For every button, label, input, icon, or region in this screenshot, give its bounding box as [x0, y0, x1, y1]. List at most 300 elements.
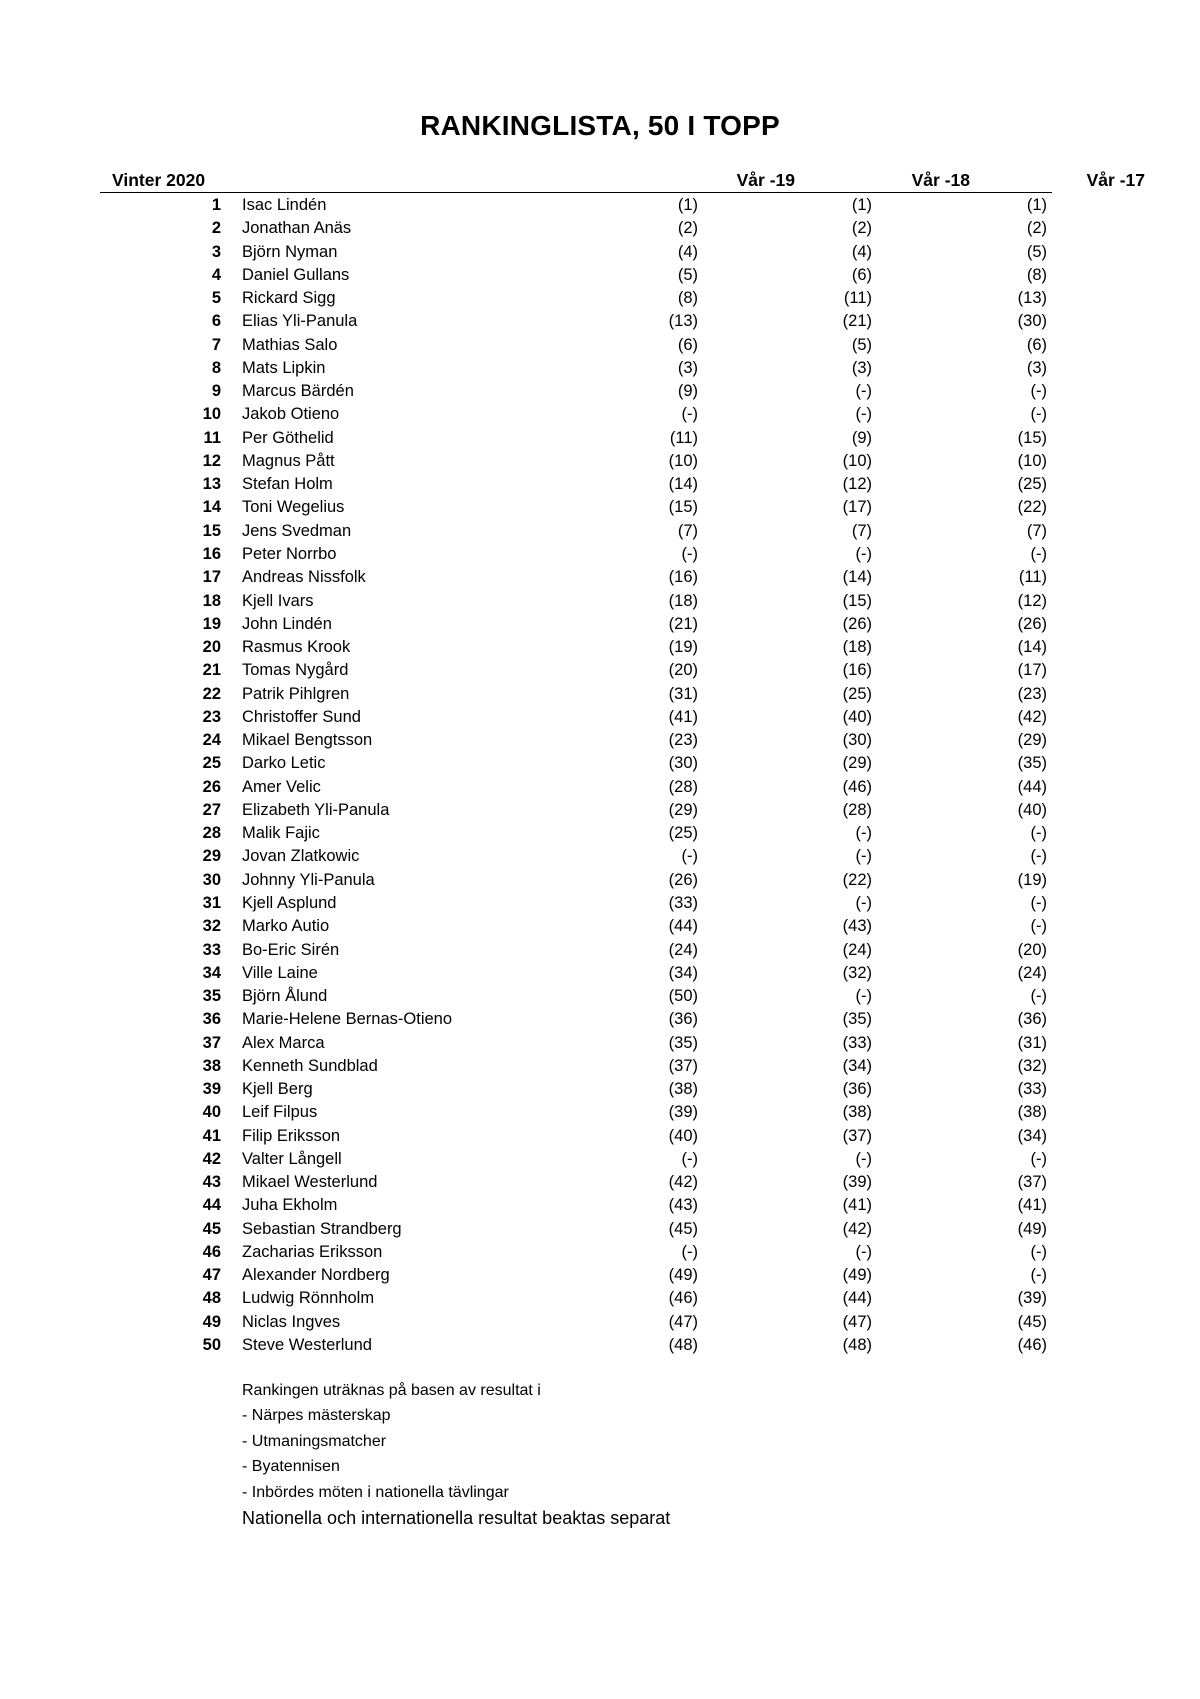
- rank-var-18: (18): [842, 638, 872, 657]
- rank-var-17: (19): [1017, 870, 1047, 889]
- rank-var-19: (23): [668, 731, 698, 750]
- player-name: Johnny Yli-Panula: [242, 870, 375, 889]
- rank-cell: 26: [202, 777, 221, 796]
- table-row: [0, 683, 1200, 706]
- rank-var-18: (44): [842, 1289, 872, 1308]
- table-row: [0, 1311, 1200, 1334]
- rank-var-18: (35): [842, 1010, 872, 1029]
- rank-var-18: (25): [842, 684, 872, 703]
- rank-var-19: (3): [677, 358, 698, 377]
- table-row: [0, 427, 1200, 450]
- table-row: [0, 590, 1200, 613]
- rank-cell: 8: [211, 358, 221, 377]
- rank-var-17: (-): [1030, 1242, 1047, 1261]
- note-line: - Inbördes möten i nationella tävlingar: [242, 1483, 509, 1501]
- rank-var-17: (40): [1017, 800, 1047, 819]
- rank-var-18: (43): [842, 917, 872, 936]
- rank-cell: 44: [202, 1196, 221, 1215]
- rank-var-17: (46): [1017, 1336, 1047, 1355]
- table-header: [100, 170, 1145, 192]
- rank-var-18: (33): [842, 1033, 872, 1052]
- table-row: [0, 1287, 1200, 1310]
- rank-var-17: (34): [1017, 1126, 1047, 1145]
- rank-var-18: (29): [842, 754, 872, 773]
- rank-var-19: (33): [668, 893, 698, 912]
- rank-cell: 6: [211, 312, 221, 331]
- rank-var-17: (11): [1018, 568, 1047, 587]
- rank-var-17: (25): [1017, 475, 1047, 494]
- player-name: Alexander Nordberg: [242, 1266, 390, 1285]
- rank-var-17: (5): [1026, 242, 1047, 261]
- final-note: Nationella och internationella resultat beaktas separat: [242, 1508, 671, 1528]
- table-row: [0, 450, 1200, 473]
- notes-list: [242, 1382, 541, 1509]
- player-name: Steve Westerlund: [242, 1336, 372, 1355]
- player-name: Darko Letic: [242, 754, 326, 773]
- rank-var-17: (3): [1026, 358, 1047, 377]
- table-row: [0, 1008, 1200, 1031]
- player-name: Björn Nyman: [242, 242, 338, 261]
- table-row: [0, 543, 1200, 566]
- player-name: Ville Laine: [242, 963, 318, 982]
- rank-var-19: (-): [681, 405, 698, 424]
- rank-var-18: (30): [842, 731, 872, 750]
- rank-cell: 48: [202, 1289, 221, 1308]
- rank-cell: 11: [203, 428, 221, 447]
- rank-var-19: (1): [677, 196, 698, 214]
- rank-var-18: (24): [842, 940, 872, 959]
- table-row: [0, 1148, 1200, 1171]
- rank-cell: 4: [211, 265, 221, 284]
- player-name: Kenneth Sundblad: [242, 1056, 378, 1075]
- table-row: [0, 334, 1200, 357]
- rank-var-17: (13): [1017, 289, 1047, 308]
- player-name: Kjell Asplund: [242, 893, 337, 912]
- rank-cell: 34: [202, 963, 221, 982]
- rank-var-17: (-): [1030, 917, 1047, 936]
- rank-var-18: (-): [855, 987, 872, 1006]
- table-row: [0, 520, 1200, 543]
- table-row: [0, 706, 1200, 729]
- rank-var-17: (33): [1017, 1080, 1047, 1099]
- player-name: Björn Ålund: [242, 987, 328, 1006]
- rank-var-18: (2): [851, 219, 872, 238]
- rank-var-19: (35): [668, 1033, 698, 1052]
- rank-var-19: (7): [677, 521, 698, 540]
- column-header-var-19: Vår -19: [736, 170, 795, 190]
- rank-var-17: (1): [1026, 196, 1047, 214]
- rank-var-19: (36): [668, 1010, 698, 1029]
- table-row: [0, 1264, 1200, 1287]
- rank-var-19: (6): [677, 335, 698, 354]
- rank-cell: 22: [202, 684, 221, 703]
- rank-var-19: (5): [677, 265, 698, 284]
- rank-var-18: (-): [855, 382, 872, 401]
- rank-var-19: (37): [668, 1056, 698, 1075]
- rank-var-19: (45): [668, 1219, 698, 1238]
- rank-var-17: (10): [1017, 451, 1047, 470]
- rank-var-17: (20): [1017, 940, 1047, 959]
- rank-var-17: (-): [1030, 405, 1047, 424]
- rank-cell: 16: [202, 544, 221, 563]
- player-name: Valter Långell: [242, 1149, 342, 1168]
- rank-var-18: (26): [842, 614, 872, 633]
- rank-var-18: (4): [851, 242, 872, 261]
- table-row: [0, 752, 1200, 775]
- rank-cell: 45: [202, 1219, 221, 1238]
- player-name: Niclas Ingves: [242, 1312, 341, 1331]
- rank-var-19: (20): [668, 661, 698, 680]
- rank-var-19: (-): [681, 544, 698, 563]
- rank-cell: 37: [202, 1033, 221, 1052]
- rank-var-19: (-): [681, 1149, 698, 1168]
- rank-cell: 24: [202, 731, 221, 750]
- rank-var-17: (42): [1017, 707, 1047, 726]
- table-row: [0, 217, 1200, 240]
- rank-var-18: (21): [842, 312, 872, 331]
- rank-var-18: (28): [842, 800, 872, 819]
- player-name: Jens Svedman: [242, 521, 352, 540]
- rank-var-17: (7): [1026, 521, 1047, 540]
- rank-cell: 2: [211, 219, 221, 238]
- column-header-current: Vinter 2020: [112, 170, 206, 190]
- rank-var-19: (34): [668, 963, 698, 982]
- table-row: [0, 1078, 1200, 1101]
- player-name: Amer Velic: [242, 777, 321, 796]
- rank-var-18: (14): [842, 568, 872, 587]
- rank-var-18: (48): [842, 1336, 872, 1355]
- rank-var-19: (30): [668, 754, 698, 773]
- rank-cell: 30: [202, 870, 221, 889]
- rank-var-18: (39): [842, 1173, 872, 1192]
- rank-cell: 5: [211, 289, 221, 308]
- rank-var-19: (31): [668, 684, 698, 703]
- table-row: [0, 799, 1200, 822]
- table-row: [0, 1101, 1200, 1124]
- rank-cell: 33: [202, 940, 221, 959]
- rank-var-17: (-): [1030, 824, 1047, 843]
- table-row: [0, 1125, 1200, 1148]
- page-title: RANKINGLISTA, 50 I TOPP: [420, 110, 780, 141]
- rank-cell: 12: [202, 451, 221, 470]
- player-name: Jonathan Anäs: [242, 219, 352, 238]
- rank-var-18: (37): [842, 1126, 872, 1145]
- rank-var-18: (-): [855, 1149, 872, 1168]
- rank-var-19: (46): [668, 1289, 698, 1308]
- player-name: Jovan Zlatkowic: [242, 847, 360, 866]
- rank-cell: 1: [211, 196, 221, 214]
- rank-var-18: (6): [851, 265, 872, 284]
- rank-var-19: (43): [668, 1196, 698, 1215]
- player-name: Ludwig Rönnholm: [242, 1289, 375, 1308]
- rank-var-17: (15): [1017, 428, 1047, 447]
- rank-var-17: (39): [1017, 1289, 1047, 1308]
- player-name: Patrik Pihlgren: [242, 684, 350, 703]
- rank-var-17: (37): [1017, 1173, 1047, 1192]
- table-row: [0, 287, 1200, 310]
- ranking-table: [0, 194, 1200, 1357]
- table-row: [0, 1241, 1200, 1264]
- rank-cell: 7: [211, 335, 221, 354]
- player-name: Kjell Ivars: [242, 591, 314, 610]
- rank-var-17: (-): [1030, 1266, 1047, 1285]
- rank-var-18: (32): [842, 963, 872, 982]
- note-line: Rankingen uträknas på basen av resultat i: [242, 1382, 541, 1399]
- rank-var-19: (40): [668, 1126, 698, 1145]
- table-row: [0, 1171, 1200, 1194]
- rank-var-18: (-): [855, 824, 872, 843]
- rank-var-18: (-): [855, 847, 872, 866]
- rank-cell: 14: [202, 498, 221, 517]
- table-row: [0, 357, 1200, 380]
- rank-cell: 47: [202, 1266, 221, 1285]
- table-row: [0, 613, 1200, 636]
- rank-cell: 20: [202, 638, 221, 657]
- rank-var-18: (-): [855, 893, 872, 912]
- player-name: Andreas Nissfolk: [242, 568, 366, 587]
- rank-var-17: (-): [1030, 847, 1047, 866]
- rank-var-19: (19): [668, 638, 698, 657]
- player-name: Magnus Pått: [242, 451, 335, 470]
- player-name: Alex Marca: [242, 1033, 325, 1052]
- rank-var-18: (-): [855, 544, 872, 563]
- player-name: Peter Norrbo: [242, 544, 337, 563]
- rank-var-18: (-): [855, 1242, 872, 1261]
- rank-cell: 32: [202, 917, 221, 936]
- table-row: [0, 915, 1200, 938]
- rank-var-19: (-): [681, 847, 698, 866]
- rank-var-19: (47): [668, 1312, 698, 1331]
- rank-cell: 27: [202, 800, 221, 819]
- rank-var-17: (-): [1030, 544, 1047, 563]
- rank-var-18: (22): [842, 870, 872, 889]
- rank-var-19: (14): [668, 475, 698, 494]
- rank-cell: 38: [202, 1056, 221, 1075]
- table-row: [0, 636, 1200, 659]
- rank-var-18: (16): [842, 661, 872, 680]
- rank-var-18: (36): [842, 1080, 872, 1099]
- rank-var-18: (9): [851, 428, 872, 447]
- player-name: Jakob Otieno: [242, 405, 340, 424]
- table-row: [0, 403, 1200, 426]
- rank-var-19: (-): [681, 1242, 698, 1261]
- table-row: [0, 822, 1200, 845]
- table-row: [0, 729, 1200, 752]
- table-row: [0, 310, 1200, 333]
- rank-var-18: (7): [851, 521, 872, 540]
- rank-var-19: (21): [668, 614, 698, 633]
- rank-cell: 28: [202, 824, 221, 843]
- rank-var-17: (26): [1017, 614, 1047, 633]
- table-row: [0, 1055, 1200, 1078]
- rank-var-19: (18): [668, 591, 698, 610]
- rank-var-19: (10): [668, 451, 698, 470]
- table-row: [0, 1218, 1200, 1241]
- rank-var-17: (-): [1030, 382, 1047, 401]
- rank-var-17: (12): [1017, 591, 1047, 610]
- rank-var-18: (5): [851, 335, 872, 354]
- rank-var-19: (11): [669, 428, 698, 447]
- rank-var-17: (45): [1017, 1312, 1047, 1331]
- rank-var-17: (14): [1017, 638, 1047, 657]
- player-name: John Lindén: [242, 614, 332, 633]
- rank-var-19: (39): [668, 1103, 698, 1122]
- rank-var-18: (1): [851, 196, 872, 214]
- table-row: [0, 659, 1200, 682]
- rank-cell: 42: [202, 1149, 221, 1168]
- rank-var-19: (41): [668, 707, 698, 726]
- rank-cell: 13: [202, 475, 221, 494]
- rank-cell: 40: [202, 1103, 221, 1122]
- player-name: Elias Yli-Panula: [242, 312, 358, 331]
- player-name: Kjell Berg: [242, 1080, 313, 1099]
- player-name: Marcus Bärdén: [242, 382, 354, 401]
- rank-cell: 25: [202, 754, 221, 773]
- rank-var-17: (36): [1017, 1010, 1047, 1029]
- table-row: [0, 985, 1200, 1008]
- rank-var-18: (17): [842, 498, 872, 517]
- rank-var-18: (-): [855, 405, 872, 424]
- rank-var-17: (-): [1030, 893, 1047, 912]
- rank-cell: 35: [202, 987, 221, 1006]
- rank-var-19: (25): [668, 824, 698, 843]
- rank-cell: 36: [202, 1010, 221, 1029]
- rank-var-17: (24): [1017, 963, 1047, 982]
- table-row: [0, 241, 1200, 264]
- rank-var-18: (12): [842, 475, 872, 494]
- table-row: [0, 892, 1200, 915]
- table-row: [0, 939, 1200, 962]
- rank-var-19: (2): [677, 219, 698, 238]
- note-line: - Byatennisen: [242, 1458, 340, 1476]
- table-row: [0, 264, 1200, 287]
- player-name: Stefan Holm: [242, 475, 333, 494]
- rank-cell: 9: [211, 382, 221, 401]
- player-name: Christoffer Sund: [242, 707, 361, 726]
- rank-var-19: (8): [677, 289, 698, 308]
- rank-var-18: (34): [842, 1056, 872, 1075]
- player-name: Mikael Bengtsson: [242, 731, 373, 750]
- rank-cell: 3: [211, 242, 221, 261]
- player-name: Toni Wegelius: [242, 498, 345, 517]
- rank-var-17: (23): [1017, 684, 1047, 703]
- rank-var-17: (8): [1026, 265, 1047, 284]
- rank-var-18: (11): [843, 289, 872, 308]
- player-name: Leif Filpus: [242, 1103, 318, 1122]
- rank-var-19: (49): [668, 1266, 698, 1285]
- rank-var-18: (10): [842, 451, 872, 470]
- rank-cell: 10: [202, 405, 221, 424]
- table-row: [0, 776, 1200, 799]
- rank-var-17: (49): [1017, 1219, 1047, 1238]
- rank-var-18: (42): [842, 1219, 872, 1238]
- rank-var-19: (4): [677, 242, 698, 261]
- rank-var-19: (16): [668, 568, 698, 587]
- table-row: [0, 566, 1200, 589]
- rank-var-17: (38): [1017, 1103, 1047, 1122]
- rank-cell: 17: [202, 568, 221, 587]
- rank-var-19: (15): [668, 498, 698, 517]
- rank-cell: 41: [202, 1126, 221, 1145]
- player-name: Rickard Sigg: [242, 289, 336, 308]
- rank-cell: 29: [202, 847, 221, 866]
- rank-var-17: (6): [1026, 335, 1047, 354]
- rank-var-19: (9): [677, 382, 698, 401]
- rank-var-17: (41): [1017, 1196, 1047, 1215]
- table-row: [0, 962, 1200, 985]
- table-row: [0, 380, 1200, 403]
- rank-cell: 21: [202, 661, 221, 680]
- rank-cell: 49: [202, 1312, 221, 1331]
- rank-var-18: (40): [842, 707, 872, 726]
- rank-var-19: (50): [668, 987, 698, 1006]
- rank-var-17: (2): [1026, 219, 1047, 238]
- rank-var-19: (38): [668, 1080, 698, 1099]
- rank-var-17: (31): [1017, 1033, 1047, 1052]
- table-row: [0, 869, 1200, 892]
- table-row: [0, 194, 1200, 217]
- rank-var-18: (49): [842, 1266, 872, 1285]
- note-line: - Utmaningsmatcher: [242, 1432, 387, 1450]
- player-name: Malik Fajic: [242, 824, 320, 843]
- rank-var-18: (46): [842, 777, 872, 796]
- player-name: Sebastian Strandberg: [242, 1219, 402, 1238]
- note-line: - Närpes mästerskap: [242, 1407, 391, 1425]
- player-name: Daniel Gullans: [242, 265, 350, 284]
- player-name: Tomas Nygård: [242, 661, 349, 680]
- rank-var-18: (47): [842, 1312, 872, 1331]
- header-divider: [100, 192, 1052, 193]
- player-name: Bo-Eric Sirén: [242, 940, 340, 959]
- rank-cell: 50: [202, 1336, 221, 1355]
- column-header-var-18: Vår -18: [911, 170, 970, 190]
- rank-var-17: (30): [1017, 312, 1047, 331]
- rank-var-17: (22): [1017, 498, 1047, 517]
- table-row: [0, 473, 1200, 496]
- player-name: Per Göthelid: [242, 428, 334, 447]
- rank-var-19: (28): [668, 777, 698, 796]
- rank-var-18: (38): [842, 1103, 872, 1122]
- rank-var-19: (44): [668, 917, 698, 936]
- rank-cell: 19: [202, 614, 221, 633]
- rank-var-19: (26): [668, 870, 698, 889]
- rank-var-19: (13): [668, 312, 698, 331]
- table-row: [0, 1032, 1200, 1055]
- rank-var-17: (29): [1017, 731, 1047, 750]
- rank-var-19: (29): [668, 800, 698, 819]
- table-row: [0, 845, 1200, 868]
- rank-var-17: (17): [1017, 661, 1047, 680]
- rank-var-18: (15): [842, 591, 872, 610]
- rank-var-17: (-): [1030, 1149, 1047, 1168]
- rank-var-19: (42): [668, 1173, 698, 1192]
- player-name: Isac Lindén: [242, 196, 327, 214]
- table-row: [0, 1194, 1200, 1217]
- column-header-var-17: Vår -17: [1086, 170, 1145, 190]
- player-name: Rasmus Krook: [242, 638, 351, 657]
- rank-cell: 43: [202, 1173, 221, 1192]
- rank-cell: 39: [202, 1080, 221, 1099]
- rank-cell: 18: [202, 591, 221, 610]
- player-name: Zacharias Eriksson: [242, 1242, 383, 1261]
- table-row: [0, 496, 1200, 519]
- rank-cell: 31: [202, 893, 221, 912]
- rank-var-17: (32): [1017, 1056, 1047, 1075]
- rank-var-19: (48): [668, 1336, 698, 1355]
- rank-cell: 23: [202, 707, 221, 726]
- rank-var-18: (3): [851, 358, 872, 377]
- table-row: [0, 1334, 1200, 1357]
